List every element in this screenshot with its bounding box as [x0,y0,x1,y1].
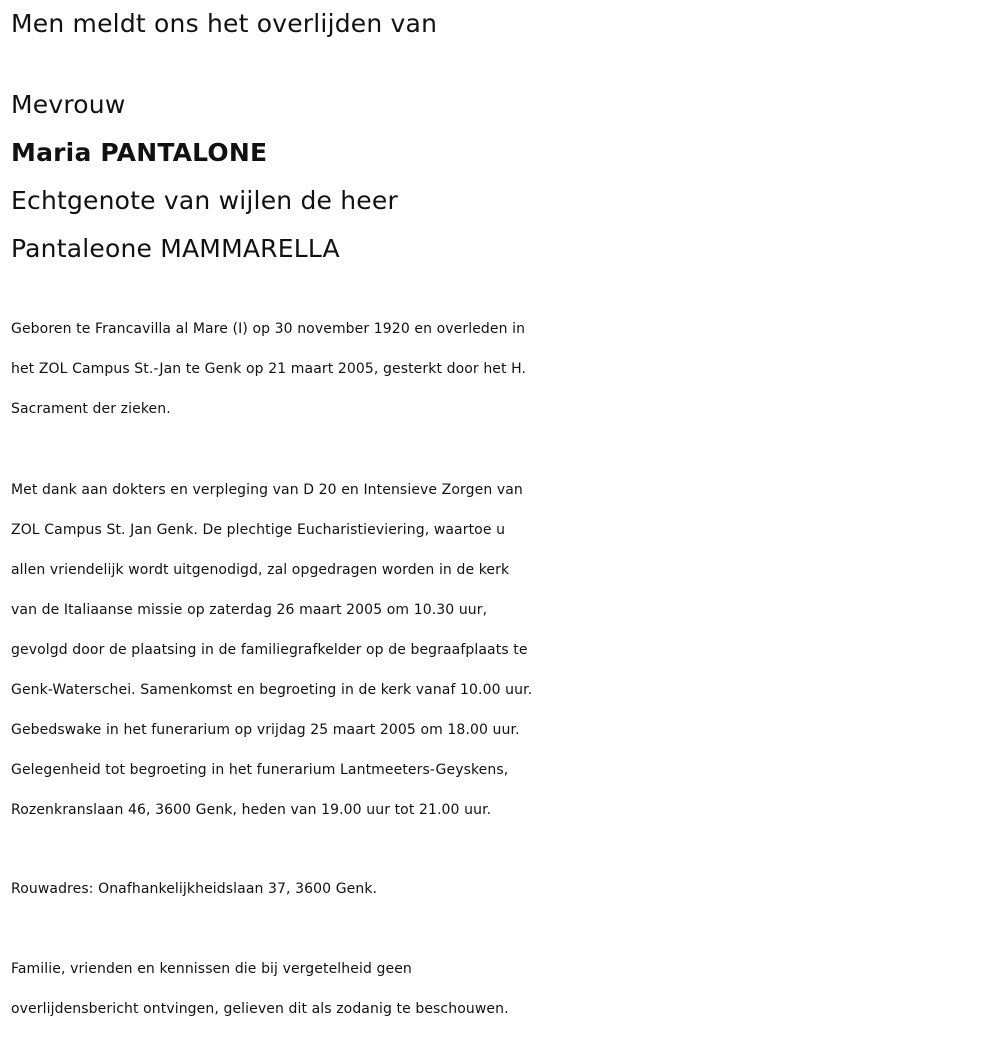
paragraph-line: Rozenkranslaan 46, 3600 Genk, heden van 19.00 uur tot 21.00 uur. [11,802,492,818]
spouse-name: Pantaleone MAMMARELLA [11,234,340,263]
closing-paragraph [11,949,996,1029]
paragraph-line: Sacrament der zieken. [11,401,171,417]
paragraph-line: Gebedswake in het funerarium op vrijdag 25 maart 2005 om 18.00 uur. [11,722,520,738]
intro-text: Men meldt ons het overlijden van [11,9,438,38]
paragraph-line: ZOL Campus St. Jan Genk. De plechtige Eucharistieviering, waartoe u [11,522,506,538]
paragraph-line: Genk-Waterschei. Samenkomst en begroeting in de kerk vanaf 10.00 uur. [11,682,533,698]
birth-death-paragraph [11,309,996,429]
paragraph-line: het ZOL Campus St.-Jan te Genk op 21 maart 2005, gesterkt door het H. [11,361,527,377]
paragraph-line: overlijdensbericht ontvingen, gelieven dit als zodanig te beschouwen. [11,1001,509,1017]
paragraph-line: allen vriendelijk wordt uitgenodigd, zal opgedragen worden in de kerk [11,562,510,578]
paragraph-line: Geboren te Francavilla al Mare (I) op 30 november 1920 en overleden in [11,321,526,337]
paragraph-line: gevolgd door de plaatsing in de familiegrafkelder op de begraafplaats te [11,642,528,658]
paragraph-line: Rouwadres: Onafhankelijkheidslaan 37, 3600 Genk. [11,881,378,897]
paragraph-line: Met dank aan dokters en verpleging van D 20 en Intensieve Zorgen van [11,482,523,498]
spouse-label: Echtgenote van wijlen de heer [11,186,398,215]
paragraph-line: Gelegenheid tot begroeting in het funerarium Lantmeeters-Geyskens, [11,762,509,778]
paragraph-line: van de Italiaanse missie op zaterdag 26 maart 2005 om 10.30 uur, [11,602,488,618]
ceremony-paragraph [11,470,996,830]
paragraph-line: Familie, vrienden en kennissen die bij vergetelheid geen [11,961,412,977]
salutation: Mevrouw [11,90,126,119]
deceased-name: Maria PANTALONE [11,138,268,167]
mourning-address [11,869,996,909]
